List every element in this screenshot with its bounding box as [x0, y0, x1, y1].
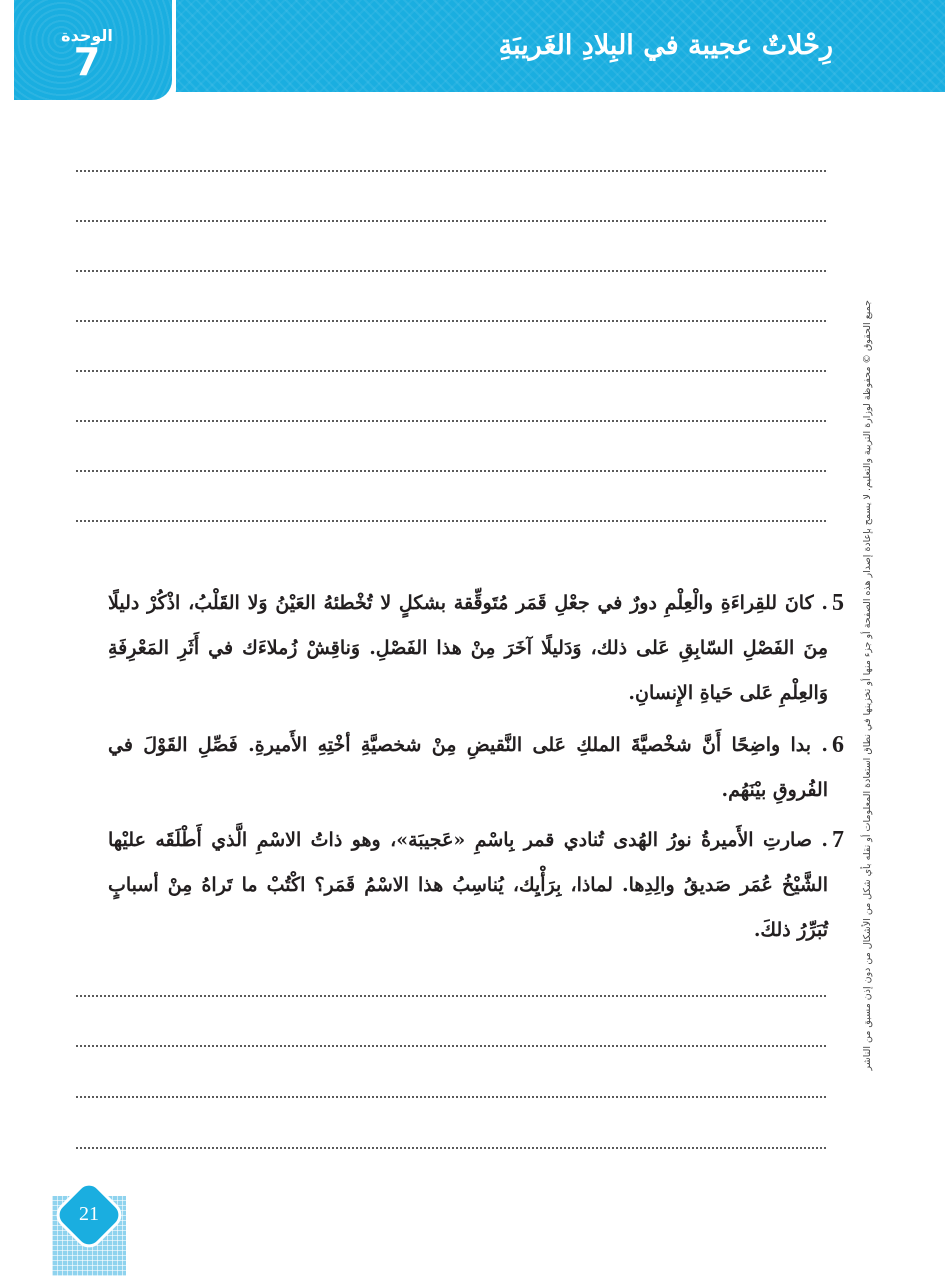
answer-line — [76, 1045, 826, 1047]
answer-line — [76, 270, 826, 272]
unit-number: 7 — [73, 40, 101, 84]
question-text: . صارتِ الأَميرةُ نورُ الهُدى تُنادي قمر بِاسْمِ «عَجيبَة»، وهو ذاتُ الاسْمِ الَّذي أَطْلَقَه عليْها الشَّيْخُ عُمَر صَديقُ والِدِها. لماذا، بِرَأْيِك، يُناسِبُ هذا الاسْمُ قَمَر؟ اكْتُبْ ما تَراهُ مِنْ أسبابٍ تُبَرِّرُ ذلكَ. — [108, 829, 828, 941]
page-title: رِحْلاتٌ عجيبة في البِلادِ الغَريبَةِ — [498, 30, 833, 61]
page-number: 21 — [79, 1203, 99, 1225]
question-number: 6 — [832, 732, 844, 758]
question-7 — [108, 818, 844, 953]
answer-line — [76, 520, 826, 522]
question-5 — [108, 581, 844, 716]
answer-line — [76, 995, 826, 997]
question-text: . كانَ للقِراءَةِ والْعِلْمِ دورٌ في جعْلِ قَمَر مُتَوقِّقة بشكلٍ لا تُخْطئهُ العَيْنُ وَلا القَلْبُ، اذْكُرْ دليلًا مِنَ الفَصْلِ السّابِقِ عَلى ذلك، وَدَليلًا آخَرَ مِنْ هذا الفَصْلِ. وَناقِشْ زُملاءَك في أَثَرِ المَعْرِفَةِ وَالعِلْمِ عَلى حَياةِ الإِنسانِ. — [108, 592, 828, 704]
question-number: 5 — [832, 590, 844, 616]
answer-line — [76, 420, 826, 422]
question-6 — [108, 723, 844, 813]
unit-label: الوحدة — [61, 26, 113, 45]
answer-line — [76, 370, 826, 372]
question-number: 7 — [832, 827, 844, 853]
copyright-note: جميع الحقوق © محفوظة لوزارة التربية والتعليم. لا يسمح بإعادة إصدار هذه الصفحة أو جزء منها أو تخزينها في نطاق استعادة المعلومات أو نقله بأي شكل من الأشكال من دون إذن مسبق من الناشر — [862, 300, 873, 1071]
answer-line — [76, 320, 826, 322]
answer-line — [76, 220, 826, 222]
answer-line — [76, 170, 826, 172]
question-text: . بدا واضِحًا أَنَّ شخْصيَّةَ الملكِ عَلى النَّقيضِ مِنْ شخصيَّةِ أخْتِهِ الأَميرةِ. فَصِّلِ القَوْلَ في الفُروقِ بيْنَهُم. — [108, 734, 828, 801]
answer-line — [76, 1096, 826, 1098]
answer-line — [76, 470, 826, 472]
answer-line — [76, 1147, 826, 1149]
